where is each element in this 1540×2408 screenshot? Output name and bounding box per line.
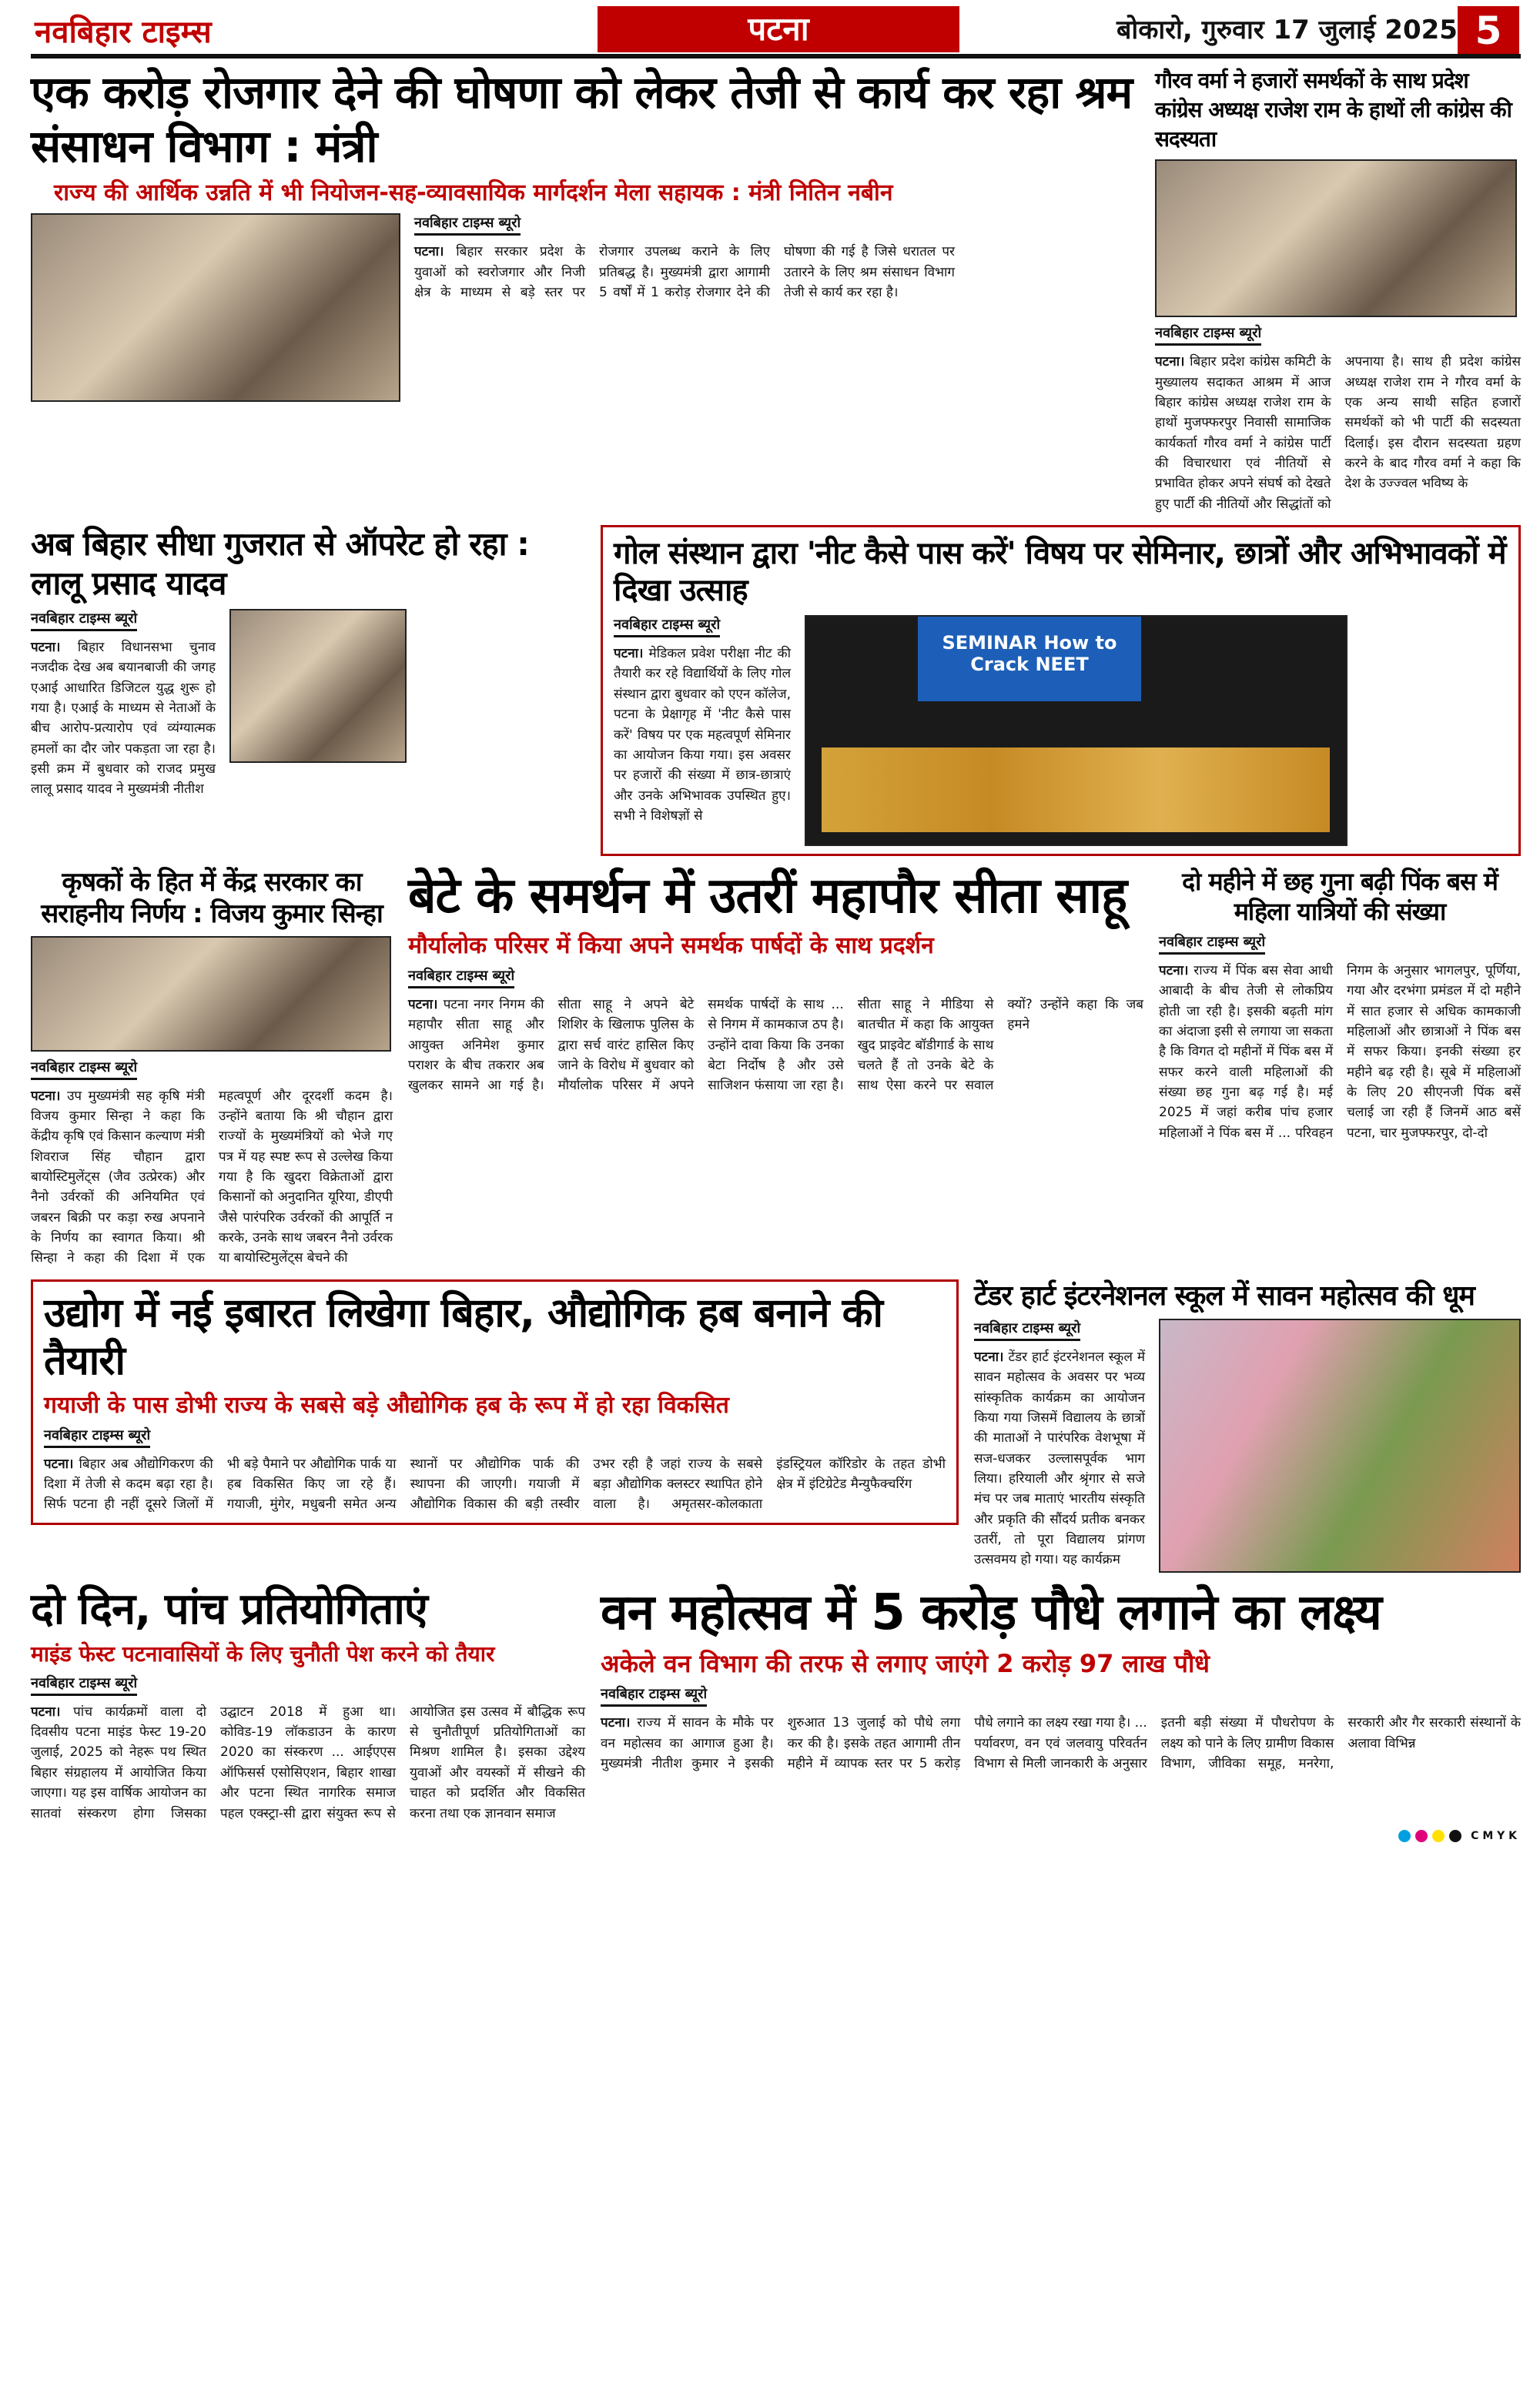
lalu-photo — [229, 609, 407, 763]
dateline: पटना। — [31, 1704, 61, 1720]
yellow-dot — [1432, 1830, 1445, 1842]
body-text: बिहार प्रदेश कांग्रेस कमिटी के मुख्यालय सदाकत आश्रम में आज बिहार कांग्रेस अध्यक्ष राजेश राम के हाथों मुजफ्फरपुर निवासी सामाजिक कार्यकर्ता गौरव वर्मा ने कांग्रेस पार्टी की विचारधारा एवं नीतियों से प्रभावित होकर अपने संघर्ष को देखते हुए पार्टी की नीतियों और सिद्धांतों को अपनाया है। साथ ही प्रदेश कांग्रेस अध्यक्ष राजेश राम ने गौरव वर्मा के एक अन्य साथी सहित हजारों समर्थकों को भी पार्टी की सदस्यता दिलाई। इस दौरान सदस्यता ग्रहण करने के बाद गौरव वर्मा ने कहा कि देश के उज्ज्वल भविष्य के — [1155, 354, 1521, 512]
congress-photo — [1155, 159, 1517, 317]
body-text: राज्य में सावन के मौके पर वन महोत्सव का आगाज हुआ है। मुख्यमंत्री नीतीश कुमार ने इसकी शुरुआत 13 जुलाई को पौधे लगा कर की है। इसके तहत आगामी तीन महीने में व्यापक स्तर पर 5 करोड़ पौधे लगाने का लक्ष्य रखा गया है। ... पर्यावरण, वन एवं जलवायु परिवर्तन विभाग से मिली जानकारी के अनुसार इतनी बड़ी संख्या में पौधरोपण के लक्ष्य को पाने के लिए ग्रामीण विकास विभाग, जीविका समूह, मनरेगा, सरकारी और गैर सरकारी संस्थानों के अलावा विभिन्न — [601, 1715, 1521, 1771]
headline-sahu: बेटे के समर्थन में उतरीं महापौर सीता साहू — [408, 868, 1127, 925]
article-body — [414, 242, 1140, 303]
byline: नवबिहार टाइम्स ब्यूरो — [614, 615, 720, 637]
headline-udyog: उद्योग में नई इबारत लिखेगा बिहार, औद्योगिक हब बनाने की तैयारी — [44, 1289, 882, 1385]
row-b — [31, 525, 1521, 856]
subheadline: माइंड फेस्ट पटनावासियों के लिए चुनौती पेश करने को तैयार — [31, 1641, 495, 1667]
event-photo — [31, 213, 400, 402]
dateline: पटना। — [1159, 962, 1189, 978]
body-text: बिहार अब औद्योगिकरण की दिशा में तेजी से कदम बढ़ा रहा है। सिर्फ पटना ही नहीं दूसरे जिलों में भी बड़े पैमाने पर औद्योगिक पार्क या हब विकसित किए जा रहे हैं। गयाजी, मुंगेर, मधुबनी समेत अन्य स्थानों पर औद्योगिक पार्क की स्थापना की जाएगी। गयाजी में औद्योगिक विकास की बड़ी तस्वीर उभर रही है जहां राज्य के सबसे बड़ा औद्योगिक क्लस्टर स्थापित होने वाला है। अमृतसर-कोलकाता इंडस्ट्रियल कॉरिडोर के तहत डोभी क्षेत्र में इंटिग्रेटेड मैन्युफैक्चरिंग — [44, 1456, 946, 1513]
dateline: पटना। — [31, 1088, 61, 1104]
headline-tender: टेंडर हार्ट इंटरनेशनल स्कूल में सावन महोत्सव की धूम — [974, 1279, 1475, 1312]
headline: एक करोड़ रोजगार देने की घोषणा को लेकर तेजी से कार्य कर रहा श्रम संसाधन विभाग : मंत्री — [31, 66, 1133, 172]
byline: नवबिहार टाइम्स ब्यूरो — [31, 1058, 137, 1080]
article-body — [31, 1702, 585, 1824]
headline-pink: दो महीने में छह गुना बढ़ी पिंक बस में महिला यात्रियों की संख्या — [1182, 867, 1498, 926]
byline: नवबिहार टाइम्स ब्यूरो — [31, 609, 137, 631]
cyan-dot — [1398, 1830, 1411, 1842]
article-body — [974, 1347, 1145, 1570]
dateline: पटना। — [31, 639, 61, 655]
dateline: पटना। — [614, 646, 644, 662]
body-text: बिहार सरकार प्रदेश के युवाओं को स्वरोजगार और निजी क्षेत्र के माध्यम से बड़े स्तर पर रोजगार उपलब्ध कराने के लिए प्रतिबद्ध है। मुख्यमंत्री द्वारा आगामी 5 वर्षों में 1 करोड़ रोजगार देने की घोषणा की गई है जिसे धरातल पर उतारने के लिए श्रम संसाधन विभाग तेजी से कार्य कर रहा है। — [414, 244, 955, 300]
article-tender — [974, 1279, 1521, 1573]
row-e — [31, 1584, 1521, 1824]
dateline: पटना। — [414, 244, 444, 260]
row-a — [31, 66, 1521, 514]
magenta-dot — [1415, 1830, 1428, 1842]
dateline: पटना। — [408, 996, 438, 1012]
body-text: टेंडर हार्ट इंटरनेशनल स्कूल में सावन महोत्सव के अवसर पर भव्य सांस्कृतिक कार्यक्रम का आयोजन किया गया जिसमें विद्यालय के छात्रों की माताओं ने पारंपरिक वेशभूषा में सज-धजकर उल्लासपूर्वक भाग लिया। हरियाली और श्रृंगार से सजे मंच पर जब माताएं भारतीय संस्कृति और प्रकृति की सौंदर्य प्रतीक बनकर उतरीं, तो पूरा विद्यालय प्रांगण उत्सवमय हो गया। यह कार्यक्रम — [974, 1349, 1145, 1568]
dateline: पटना। — [601, 1715, 631, 1731]
article-body — [1155, 352, 1521, 514]
registration-marks — [0, 1824, 1540, 1847]
article-van — [601, 1584, 1521, 1774]
headline-sinha: कृषकों के हित में केंद्र सरकार का सराहनीय निर्णय : विजय कुमार सिन्हा — [41, 867, 383, 929]
school-photo — [1159, 1319, 1521, 1573]
article-congress — [1155, 66, 1521, 514]
article-sinha — [31, 867, 393, 1269]
body-text: पांच कार्यक्रमों वाला दो दिवसीय पटना माइंड फेस्ट 19-20 जुलाई, 2025 को नेहरू पथ स्थित बिहार संग्रहालय में आयोजित किया जाएगा। यह इस वार्षिक आयोजन का सातवां संस्करण होगा जिसका उद्घाटन 2018 में हुआ था। कोविड-19 लॉकडाउन के कारण 2020 का संस्करण ... आईएएस ऑफिसर्स एसोसिएशन, बिहार शाखा और पटना स्थित नागरिक समाज पहल एक्स्ट्रा-सी द्वारा संयुक्त रूप से आयोजित इस उत्सव में बौद्धिक रूप से चुनौतीपूर्ण प्रतियोगिताओं का मिश्रण शामिल है। इसका उद्देश्य युवाओं और वयस्कों में सीखने की चाहत को प्रदर्शित और विकसित करना तथा एक ज्ञानवान समाज — [31, 1704, 585, 1821]
article-udyog — [31, 1279, 959, 1525]
byline: नवबिहार टाइम्स ब्यूरो — [974, 1319, 1080, 1341]
subheadline: अकेले वन विभाग की तरफ से लगाए जाएंगे 2 करोड़ 97 लाख पौधे — [601, 1648, 1210, 1678]
body-text: उप मुख्यमंत्री सह कृषि मंत्री विजय कुमार सिन्हा ने कहा कि केंद्रीय कृषि एवं किसान कल्याण मंत्री शिवराज सिंह चौहान द्वारा बायोस्टिमुलेंट्स (जैव उत्प्रेरक) और नैनो उर्वरकों की अनियमित एवं जबरन बिक्री पर कड़ा रुख अपनाने के निर्णय का स्वागत किया। श्री सिन्हा ने कहा की दिशा में एक महत्वपूर्ण और दूरदर्शी कदम है। उन्होंने बताया कि श्री चौहान द्वारा राज्यों के मुख्यमंत्रियों को भेजे गए पत्र में यह स्पष्ट रूप से उल्लेख किया गया है कि खुदरा विक्रेताओं द्वारा किसानों को अनुदानित यूरिया, डीएपी जैसे पारंपरिक उर्वरकों की आपूर्ति न करके, उनके साथ जबरन नैनो उर्वरक या बायोस्टिमुलेंट्स बेचने की — [31, 1088, 393, 1266]
students-row — [822, 747, 1330, 832]
city-banner: पटना — [598, 6, 959, 52]
byline: नवबिहार टाइम्स ब्यूरो — [408, 966, 514, 988]
article-body — [601, 1713, 1521, 1774]
article-body — [31, 637, 216, 800]
page-header — [0, 0, 1540, 62]
article-body — [44, 1454, 946, 1515]
article-pink — [1159, 867, 1521, 1143]
issue-date: बोकारो, गुरुवार 17 जुलाई 2025 — [1116, 15, 1458, 45]
headline-lalu: अब बिहार सीधा गुजरात से ऑपरेट हो रहा : लालू प्रसाद यादव — [31, 525, 529, 602]
body-text: बिहार विधानसभा चुनाव नजदीक देख अब बयानबाजी की जगह एआई आधारित डिजिटल युद्ध शुरू हो गया है। एआई के माध्यम से नेताओं के बीच आरोप-प्रत्यारोप एवं व्यंग्यात्मक हमलों का दौर जोर पकड़ता जा रहा है। इसी क्रम में बुधवार को राजद प्रमुख लालू प्रसाद यादव ने मुख्यमंत्री नीतीश — [31, 639, 216, 798]
headline-goal: गोल संस्थान द्वारा 'नीट कैसे पास करें' विषय पर सेमिनार, छात्रों और अभिभावकों में दिखा उत्साह — [614, 536, 1506, 609]
headline-van: वन महोत्सव में 5 करोड़ पौधे लगाने का लक्ष्य — [601, 1584, 1381, 1642]
byline: नवबिहार टाइम्स ब्यूरो — [601, 1684, 707, 1707]
byline: नवबिहार टाइम्स ब्यूरो — [44, 1426, 150, 1448]
article-body — [614, 644, 791, 826]
dateline: पटना। — [974, 1349, 1004, 1366]
registration-label: C M Y K — [1471, 1829, 1517, 1842]
article-rojgar — [31, 66, 1140, 402]
byline: नवबिहार टाइम्स ब्यूरो — [1159, 932, 1265, 955]
body-text: राज्य में पिंक बस सेवा आधी आबादी के बीच तेजी से लोकप्रिय होती जा रही है। इसकी बढ़ती मांग का अंदाजा इसी से लगाया जा सकता है कि विगत दो महीनों में पिंक बस में सफर करने वाली महिलाओं की संख्या छह गुना बढ़ गई है। मई 2025 में जहां करीब पांच हजार महिलाओं ने पिंक बस में ... परिवहन निगम के अनुसार भागलपुर, पूर्णिया, गया और दरभंगा प्रमंडल में दो महीने में सात हजार से अधिक कामकाजी महिलाओं और छात्राओं ने पिंक बस में सफर किया। इनकी संख्या हर महीने बढ़ रही है। सूबे में महिलाओं के लिए 20 सीएनजी पिंक बसें चलाई जा रही हैं जिनमें आठ बसें पटना, चार मुजफ्फरपुर, दो-दो — [1159, 962, 1521, 1141]
headline: गौरव वर्मा ने हजारों समर्थकों के साथ प्रदेश कांग्रेस अध्यक्ष राजेश राम के हाथों ली कांग्रेस की सदस्यता — [1155, 68, 1512, 152]
dateline: पटना। — [44, 1456, 74, 1472]
seminar-photo — [805, 615, 1348, 846]
seminar-banner: SEMINAR How to Crack NEET — [918, 617, 1141, 701]
row-d — [31, 1279, 1521, 1573]
page-content — [31, 62, 1521, 1824]
article-goal — [601, 525, 1521, 856]
sinha-photo — [31, 936, 391, 1052]
byline: नवबिहार टाइम्स ब्यूरो — [414, 213, 521, 236]
black-dot — [1449, 1830, 1461, 1842]
subheadline: मौर्यालोक परिसर में किया अपने समर्थक पार्षदों के साथ प्रदर्शन — [408, 931, 934, 959]
article-body — [1159, 961, 1521, 1143]
article-body — [31, 1086, 393, 1269]
row-c — [31, 867, 1521, 1269]
byline: नवबिहार टाइम्स ब्यूरो — [1155, 323, 1261, 346]
article-sahu — [408, 867, 1143, 1096]
article-lalu — [31, 525, 585, 800]
body-text: मेडिकल प्रवेश परीक्षा नीट की तैयारी कर रहे विद्यार्थियों के लिए गोल संस्थान द्वारा बुधवार को एएन कॉलेज, पटना के प्रेक्षागृह में 'नीट कैसे पास करें' विषय पर एक महत्वपूर्ण सेमिनार का आयोजन किया गया। इस अवसर पर हजारों की संख्या में छात्र-छात्राएं और उनके अभिभावक उपस्थित हुए। सभी ने विशेषज्ञों से — [614, 646, 792, 824]
article-mindfest — [31, 1584, 585, 1824]
article-body — [408, 995, 1143, 1096]
byline: नवबिहार टाइम्स ब्यूरो — [31, 1674, 137, 1696]
header-rule — [31, 54, 1521, 59]
subheadline: गयाजी के पास डोभी राज्य के सबसे बड़े औद्योगिक हब के रूप में हो रहा विकसित — [44, 1391, 729, 1419]
dateline: पटना। — [1155, 354, 1185, 370]
subheadline: राज्य की आर्थिक उन्नति में भी नियोजन-सह-व्यावसायिक मार्गदर्शन मेला सहायक : मंत्री नितिन नबीन — [54, 179, 893, 207]
masthead: नवबिहार टाइम्स — [35, 15, 212, 50]
body-text: पटना नगर निगम की महापौर सीता साहू और आयुक्त अनिमेश कुमार पराशर के बीच तकरार अब खुलकर सामने आ गई है। सीता साहू ने अपने बेटे शिशिर के खिलाफ पुलिस के द्वारा सर्च वारंट हासिल किए जाने के विरोध में बुधवार को मौर्यालोक परिसर में अपने समर्थक पार्षदों के साथ ... से निगम में कामकाज ठप है। उन्होंने दावा किया कि उनका बेटा निर्दोष है और उसे साजिशन फंसाया जा रहा है। सीता साहू ने मीडिया से बातचीत में कहा कि आयुक्त खुद प्राइवेट बॉडीगार्ड के साथ चलते हैं तो उनके बेटे के साथ ऐसा करने पर सवाल क्यों? उन्होंने कहा कि जब हमने — [408, 996, 1143, 1094]
headline-mindfest: दो दिन, पांच प्रतियोगिताएं — [31, 1584, 427, 1635]
page-number: 5 — [1458, 6, 1519, 55]
